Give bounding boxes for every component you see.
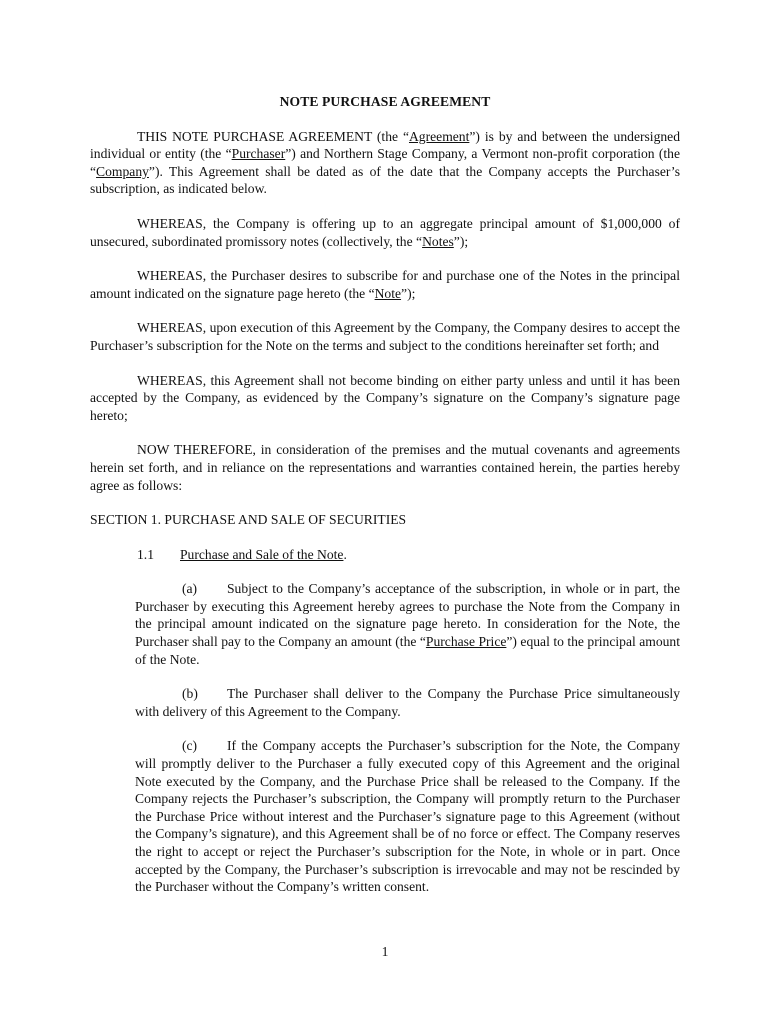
whereas-paragraph-4: WHEREAS, this Agreement shall not become binding on either party unless and until it has been accepted by the Company, as evidenced by the Company’s signature on the Company’s signature page hereto; — [90, 372, 680, 423]
subsection-number: 1.1 — [137, 546, 154, 562]
defined-term-purchaser: Purchaser — [231, 146, 286, 162]
paragraph-a-label: (a) — [182, 581, 198, 597]
whereas-1-text-2: ”); — [453, 233, 469, 249]
paragraph-a-text-2: ”) equal to the principal amount of the Note. — [135, 634, 680, 667]
paragraph-c-text: If the Company accepts the Purchaser’s subscription for the Note, the Company will promptly deliver to the Purchaser a fully executed copy of this Agreement and the original Note executed by the Company, and the Purchase Price shall be released to the Company. If the Company rejects the Purchaser’s subscription, the Company will promptly return to the Purchaser the Purchase Price without interest and the Purchaser’s signature page to this Agreement (without the Company’s signature), and this Agreement shall be of no force or effect. The Company reserves the right to accept or reject the Purchaser’s subscription for the Note, in whole or in part. Once accepted by the Company, the Purchaser’s subscription is irrevocable and may not be rescinded by the Purchaser without the Company’s written consent. — [135, 738, 680, 895]
whereas-2-text-2: ”); — [401, 285, 416, 301]
intro-paragraph — [90, 128, 680, 198]
subsection-title: Purchase and Sale of the Note — [180, 546, 344, 562]
subsection-1-1-heading — [90, 546, 680, 564]
document-body — [90, 93, 680, 913]
intro-text-4: ”). This Agreement shall be dated as of the date that the Company accepts the Purchaser’s subscription, as indicated below. — [90, 163, 680, 197]
whereas-1-text-1: WHEREAS, the Company is offering up to an aggregate principal amount of $1,000,000 of unsecured, subordinated promissory notes (collectively, the “ — [90, 215, 680, 249]
defined-term-note: Note — [374, 285, 402, 301]
subsection-title-period: . — [343, 546, 347, 562]
section-1-heading: SECTION 1. PURCHASE AND SALE OF SECURITIES — [90, 512, 407, 528]
intro-text-1: THIS NOTE PURCHASE AGREEMENT (the “ — [137, 128, 409, 144]
intro-text-3: ”) and Northern Stage Company, a Vermont non-profit corporation (the “ — [90, 146, 680, 179]
whereas-paragraph-1 — [90, 215, 680, 250]
defined-term-purchase-price: Purchase Price — [425, 634, 507, 650]
whereas-2-text-1: WHEREAS, the Purchaser desires to subscribe for and purchase one of the Notes in the principal amount indicated on the signature page hereto (the “ — [90, 268, 680, 301]
paragraph-b — [135, 685, 680, 720]
whereas-paragraph-3: WHEREAS, upon execution of this Agreement by the Company, the Company desires to accept the Purchaser’s subscription for the Note on the terms and subject to the conditions hereinafter set forth; and — [90, 320, 680, 353]
paragraph-c-label: (c) — [182, 738, 198, 754]
whereas-paragraph-2 — [90, 267, 680, 302]
now-therefore-paragraph: NOW THEREFORE, in consideration of the premises and the mutual covenants and agreements herein set forth, and in reliance on the representations and warranties contained herein, the parties hereby agree as follows: — [90, 442, 680, 493]
defined-term-agreement: Agreement — [408, 128, 470, 144]
defined-term-company: Company — [96, 163, 149, 179]
defined-term-notes: Notes — [422, 233, 454, 249]
paragraph-a — [135, 580, 680, 668]
paragraph-a-text-1: Subject to the Company’s acceptance of the subscription, in whole or in part, the Purchaser by executing this Agreement hereby agrees to purchase the Note from the Company in the principal amount indicated on the signature page hereto. In consideration for the Note, the Purchaser shall pay to the Company an amount (the “ — [135, 581, 680, 650]
document-title: NOTE PURCHASE AGREEMENT — [279, 94, 491, 109]
page-number: 1 — [381, 944, 389, 959]
intro-text-2: ”) is by and between the undersigned individual or entity (the “ — [90, 128, 680, 162]
paragraph-b-text: The Purchaser shall deliver to the Company the Purchase Price simultaneously with delivery of this Agreement to the Company. — [135, 686, 680, 719]
paragraph-b-label: (b) — [182, 686, 198, 702]
paragraph-c — [135, 737, 680, 895]
